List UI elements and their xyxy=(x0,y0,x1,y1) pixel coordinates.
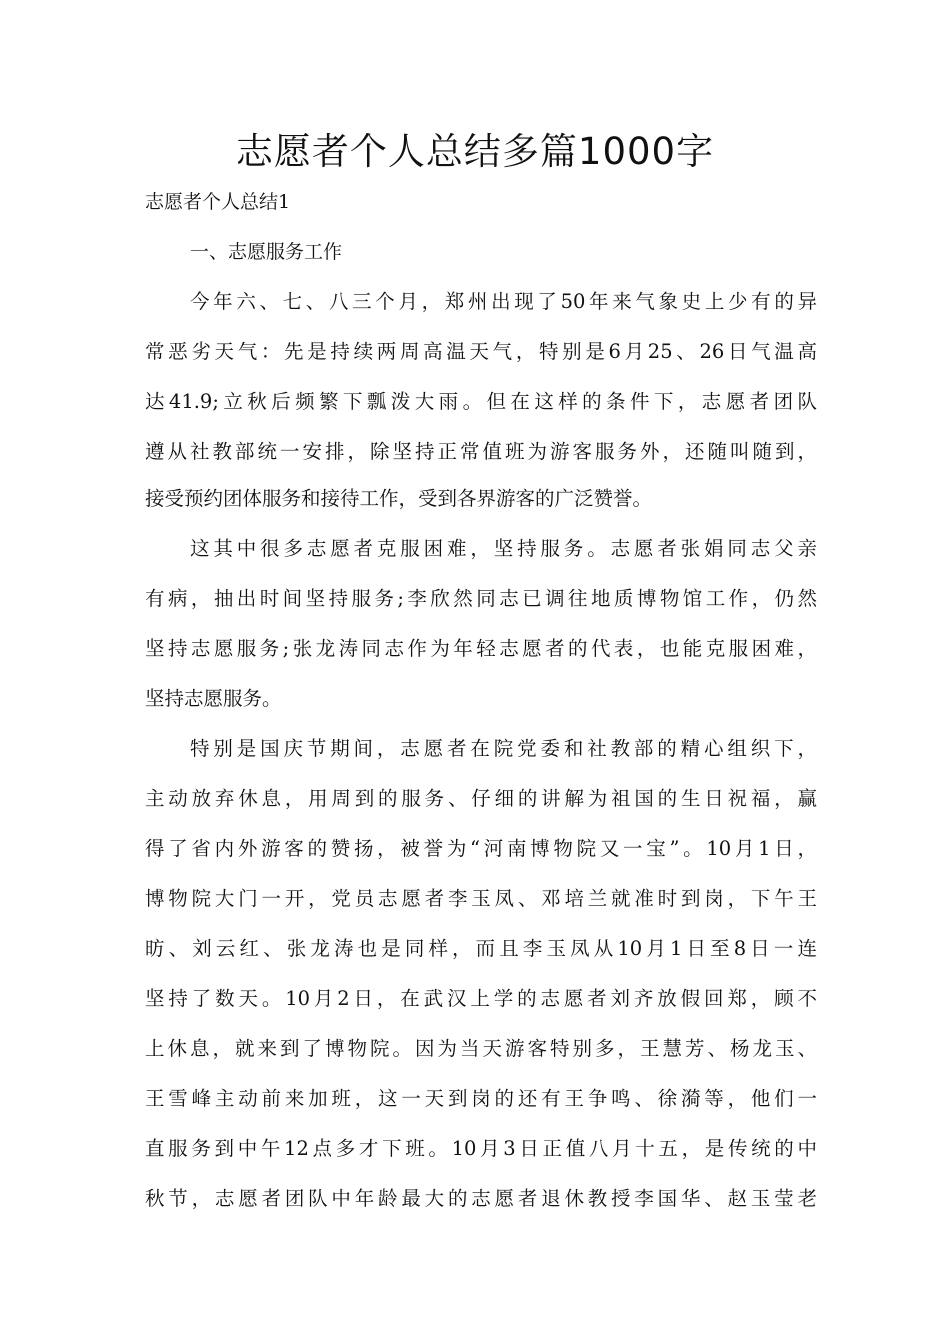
body-line: 遵从社教部统一安排，除坚持正常值班为游客服务外，还随叫随到， xyxy=(145,440,817,463)
body-line: 接受预约团体服务和接待工作，受到各界游客的广泛赞誉。 xyxy=(145,487,653,510)
body-line: 得了省内外游客的赞扬，被誉为“河南博物院又一宝”。10月1日， xyxy=(145,837,817,860)
body-line: 昉、刘云红、张龙涛也是同样，而且李玉凤从10月1日至8日一连 xyxy=(145,937,817,960)
body-line: 特别是国庆节期间，志愿者在院党委和社教部的精心组织下， xyxy=(190,737,817,760)
body-line: 今年六、七、八三个月，郑州出现了50年来气象史上少有的异 xyxy=(190,290,817,313)
section-subtitle: 志愿者个人总结1 xyxy=(145,191,291,213)
section-heading: 一、志愿服务工作 xyxy=(190,241,343,263)
body-line: 有病，抽出时间坚持服务;李欣然同志已调往地质博物馆工作，仍然 xyxy=(145,587,817,610)
body-line: 主动放弃休息，用周到的服务、仔细的讲解为祖国的生日祝福，赢 xyxy=(145,787,817,810)
body-line: 这其中很多志愿者克服困难，坚持服务。志愿者张娟同志父亲 xyxy=(190,537,817,560)
body-line: 坚持了数天。10月2日，在武汉上学的志愿者刘齐放假回郑，顾不 xyxy=(145,987,817,1010)
body-line: 王雪峰主动前来加班，这一天到岗的还有王争鸣、徐漪等，他们一 xyxy=(145,1087,817,1110)
body-line: 直服务到中午12点多才下班。10月3日正值八月十五，是传统的中 xyxy=(145,1137,817,1160)
body-line: 常恶劣天气：先是持续两周高温天气，特别是6月25、26日气温高 xyxy=(145,340,817,363)
body-line: 秋节，志愿者团队中年龄最大的志愿者退休教授李国华、赵玉莹老 xyxy=(145,1187,817,1210)
body-line: 坚持志愿服务。 xyxy=(145,687,282,710)
body-line: 坚持志愿服务;张龙涛同志作为年轻志愿者的代表，也能克服困难， xyxy=(145,637,817,660)
document-title: 志愿者个人总结多篇1000字 xyxy=(235,130,715,173)
body-line: 上休息，就来到了博物院。因为当天游客特别多，王慧芳、杨龙玉、 xyxy=(145,1037,817,1060)
body-line: 达41.9;立秋后频繁下瓢泼大雨。但在这样的条件下，志愿者团队 xyxy=(145,390,817,413)
body-line: 博物院大门一开，党员志愿者李玉凤、邓培兰就准时到岗，下午王 xyxy=(145,887,817,910)
